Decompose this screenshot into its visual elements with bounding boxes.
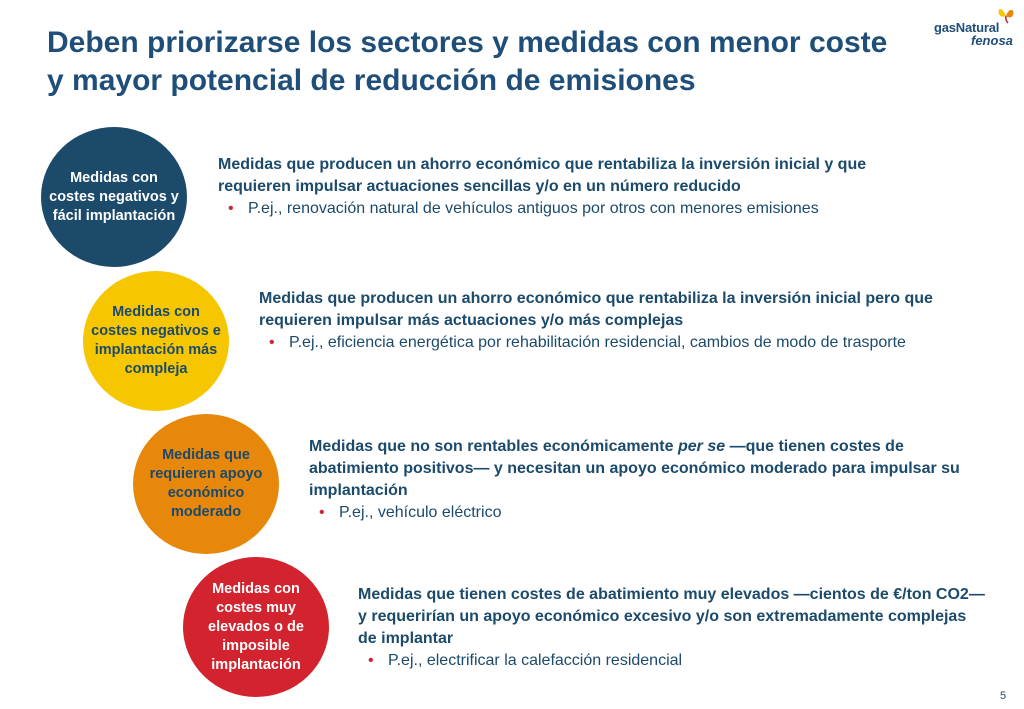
measure-example-text: P.ej., eficiencia energética por rehabilitación residencial, cambios de modo de trasporte [289,334,906,351]
measure-example [309,502,989,524]
measure-circle-navy [41,127,187,267]
measure-circle-label: Medidas que requieren apoyo económico moderado [149,447,263,520]
slide-title [47,24,947,100]
measure-example [259,332,939,354]
bullet-icon: • [269,334,275,351]
measure-circle-label: Medidas con costes negativos y fácil implantación [49,169,179,224]
measure-circle-red [183,557,329,697]
measure-heading-part1: Medidas que no son rentables económicamente [309,438,678,455]
measure-description-1 [218,154,938,220]
measure-heading-part2: —que tienen costes de abatimiento positivos— y necesitan un apoyo económico moderado para impulsar su implantación [309,438,960,499]
measure-description-2 [259,288,939,354]
measure-example-text: P.ej., electrificar la calefacción residencial [388,652,683,669]
measure-example [218,198,938,220]
bullet-icon: • [228,200,234,217]
measure-heading: Medidas que tienen costes de abatimiento muy elevados —cientos de €/ton CO2— y requerirían un apoyo económico excesivo y/o son extremadamente complejas de implantar [358,586,985,647]
measure-circle-label: Medidas con costes muy elevados o de imposible implantación [208,580,304,673]
measure-description-3 [309,436,989,524]
measure-heading [309,436,989,502]
page-number: 5 [1000,690,1007,702]
measure-circle-yellow [83,271,229,411]
measure-heading: Medidas que producen un ahorro económico que rentabiliza la inversión inicial pero que requieren impulsar más actuaciones y/o más complejas [259,290,933,329]
bullet-icon: • [319,504,325,521]
bullet-icon: • [368,652,374,669]
slide-title-line1: Deben priorizarse los sectores y medidas con menor coste [47,26,888,59]
slide-title-line2: y mayor potencial de reducción de emisiones [47,64,696,97]
measure-circle-label: Medidas con costes negativos e implantación más compleja [91,304,221,377]
company-logo [934,4,1016,48]
logo-text-line1: gasNatural [934,20,1000,35]
measure-description-4 [358,584,988,672]
measure-heading-italic: per se [677,438,726,455]
logo-text-line2: fenosa [971,33,1013,48]
measure-circle-orange [133,414,279,554]
measure-example [358,650,988,672]
measure-example-text: P.ej., renovación natural de vehículos antiguos por otros con menores emisiones [248,200,819,217]
measure-heading: Medidas que producen un ahorro económico que rentabiliza la inversión inicial y que requieren impulsar actuaciones sencillas y/o en un número reducido [218,156,867,195]
measure-example-text: P.ej., vehículo eléctrico [339,504,502,521]
